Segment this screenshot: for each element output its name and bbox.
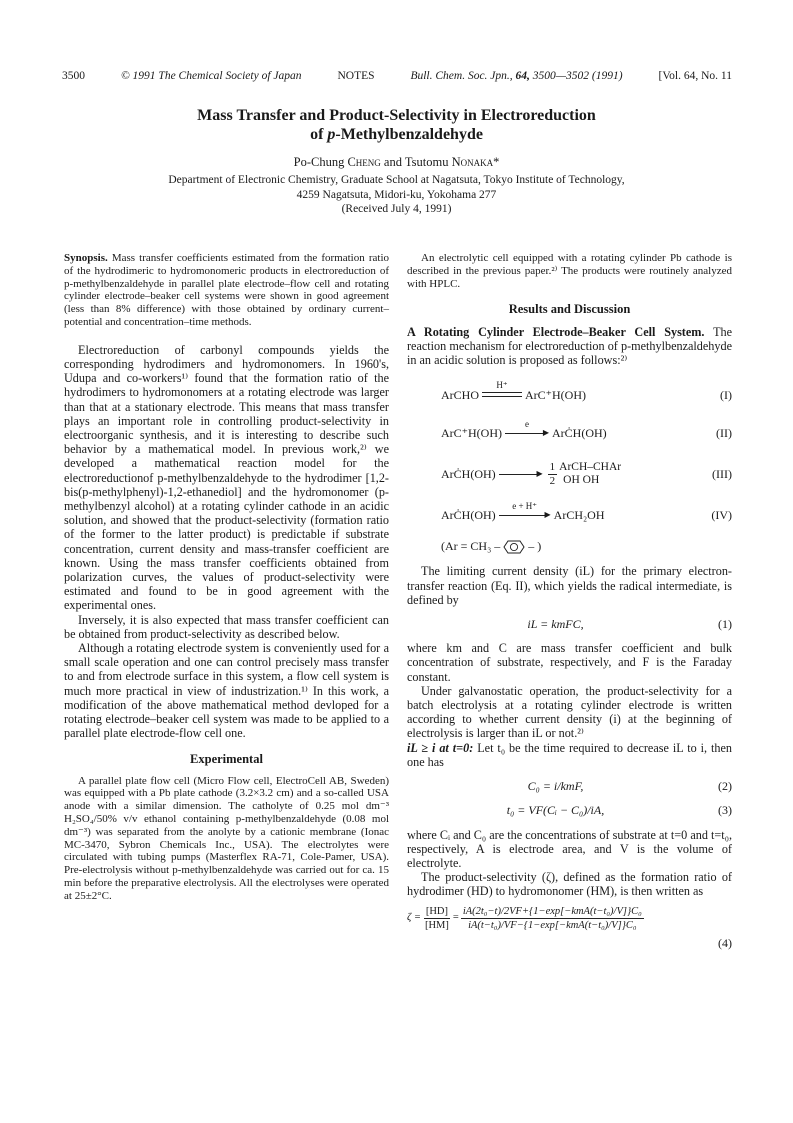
experimental-heading: Experimental <box>190 752 263 767</box>
intro-paragraph-2: Inversely, it is also expected that mass transfer coefficient can be obtained from product-selectivity as described below. <box>64 612 389 641</box>
intro-paragraph-3: Although a rotating electrode system is conveniently used for a small scale operation and one can control precisely mass transfer to and from electrode surface in this system, a flow cell system is much more practical in view of industrization.¹⁾ In this work, a modification of the above mathematical method devloped for a rotating electrode–beaker cell system was made to be applied to a parallel plate electrode-flow cell one. <box>64 641 389 741</box>
subsection-paragraph: A Rotating Cylinder Electrode–Beaker Cell System. The reaction mechanism for electroreduction of p-methylbenzaldehyde in an acidic solution is proposed as follows:²⁾ <box>407 324 733 367</box>
left-column <box>64 252 389 903</box>
case-paragraph: iL ≥ i at t=0: Let t₀ be the time required to decrease iL to i, then one has <box>407 740 733 769</box>
authors: Po-Chung Cheng and Tsutomu Nonaka* <box>293 155 500 169</box>
concentration-paragraph: where Cᵢ and C₀ are the concentrations of substrate at t=0 and t=t₀, respectively, A is electrode area, and V is the volume of electrolyte. <box>407 827 732 870</box>
reaction-2: ArC⁺H(OH) e ▶ ArĊH(OH) (II) <box>441 419 732 441</box>
benzene-ring-icon <box>503 540 525 554</box>
paper-title: Mass Transfer and Product-Selectivity in Electroreduction of p-Methylbenzaldehyde <box>197 107 596 143</box>
reaction-3: ArĊH(OH) ▶ $\frac{1}{2}$ ArCH–CHAr OH OH (III) <box>441 460 732 487</box>
running-header <box>62 70 732 82</box>
volume-issue: [Vol. 64, No. 11 <box>658 70 732 82</box>
right-column <box>407 252 732 950</box>
copyright: © 1991 The Chemical Society of Japan <box>120 70 302 82</box>
equation-1: iL = kmFC, (1) <box>527 617 732 632</box>
aryl-definition: (Ar = CH₃ – – ) <box>441 539 542 554</box>
affiliation: Department of Electronic Chemistry, Graduate School at Nagatsuta, Tokyo Institute of Technology, 4259 Nagatsuta, Midori-ku, Yokohama 277 (Received July 4, 1991) <box>60 173 733 217</box>
intro-paragraph-1: Electroreduction of carbonyl compounds yields the corresponding hydrodimers and hydromonomers. In 1960's, Udupa and co-workers¹⁾ found that the formation ratio of the hydrodimers to hydromonomers at a rotating electrode was larger than that at a stationary electrode. This means that mass transfer plays an important role in controlling product-selectivity in electroorganic synthesis, and it is interesting to describe such behavior by a mathematical model. In previous work,²⁾ we developed a mathematical reaction model for the electroreductionof p-methylbenzaldehyde to the hydrodimer [1,2-bis(p-methylphenyl)-1,2-ethanediol] and the hydromonomer (p-methylbenzyl alcohol) at a rotating cylinder cathode in an acidic solution, and showed that the product-selectivity (formation ratio of the former to the latter product) is predictable if substrate concentration, current density and mass-transfer coefficient are known. Using the mass transfer coefficients obtained from polarization curves, the values of product-selectivity were estimated and found to be in good agreement with the experimental ones. <box>64 342 389 613</box>
page-number: 3500 <box>62 70 85 82</box>
equation-3: t₀ = VF(Cᵢ − C₀)/iA, (3) <box>506 803 732 818</box>
cell-description: An electrolytic cell equipped with a rotating cylinder Pb cathode is described in the previous paper.²⁾ The products were routinely analyzed with HPLC. <box>407 252 732 290</box>
results-heading: Results and Discussion <box>508 302 631 317</box>
equation-4-number: (4) <box>718 935 732 950</box>
equation-2: C₀ = i/kmF, (2) <box>527 779 732 794</box>
galvanostatic-paragraph: Under galvanostatic operation, the product-selectivity for a batch electrolysis at a rotating cylinder electrode is written according to whether current density (i) at the beginning of electrolysis is larger than iL or not.²⁾ <box>407 683 732 741</box>
section-label: NOTES <box>337 70 375 82</box>
journal-citation: Bull. Chem. Soc. Jpn., 64, 3500—3502 (1991) <box>410 70 623 82</box>
experimental-paragraph: A parallel plate flow cell (Micro Flow cell, ElectroCell AB, Sweden) was equipped with a Pb plate cathode (3.2×3.2 cm) and a so-called USA anode with a similar dimension. The catholyte of 0.25 mol dm⁻³ H₂SO₄/50% v/v ethanol containing p-methylbenzaldehyde (0.08 mol dm⁻³) was separated from the anolyte by a cationic membrane (Ionac MC-3470, Sybron Chemicals Inc., USA). The electrolytes were circulated with tubing pumps (Masterflex RA-71, Cole-Pamer, USA). Pre-electrolysis without p-methylbenzaldehyde was carried out for ca. 15 min before the preparative electrolysis. All the electrolyses were operated at 25±2°C. <box>64 774 389 902</box>
reaction-4: ArĊH(OH) e + H⁺ ▶ ArCH₂OH (IV) <box>441 501 732 523</box>
equation-4: ζ = $\frac{[HD]}{[HM]}$ = $\frac{\text{iA(2t₀−t)/2VF+\{1−exp[−kmA(t−t₀)/V]\}C₀}}{\text{iA(t−t₀)/VF−\{1−exp[−kmA(t−t₀)/V]\}C₀}}$ <box>407 905 642 931</box>
selectivity-paragraph: The product-selectivity (ζ), defined as the formation ratio of hydrodimer (HD) to hydromonomer (HM), is then written as <box>407 870 732 899</box>
limiting-current-paragraph: The limiting current density (iL) for the primary electron-transfer reaction (Eq. II), which yields the radical intermediate, is defined by <box>407 564 732 607</box>
received-date: (Received July 4, 1991) <box>341 203 452 215</box>
synopsis: Synopsis. Mass transfer coefficients estimated from the formation ratio of the hydrodimeric to hydromonomeric products in electroreduction of p-methylbenzaldehyde in parallel plate electrode–flow cell and rotating cylinder electrode–beaker cell systems were shown in good agreement (less than 8% difference) with those obtained by ordinary current–potential and concentration–time methods. <box>64 252 389 328</box>
reaction-1: ArCHO H⁺ ArC⁺H(OH) (I) <box>441 380 732 403</box>
definitions-paragraph: where km and C are mass transfer coefficient and bulk concentration of substrate, respectively, and F is the Faraday constant. <box>407 641 732 684</box>
